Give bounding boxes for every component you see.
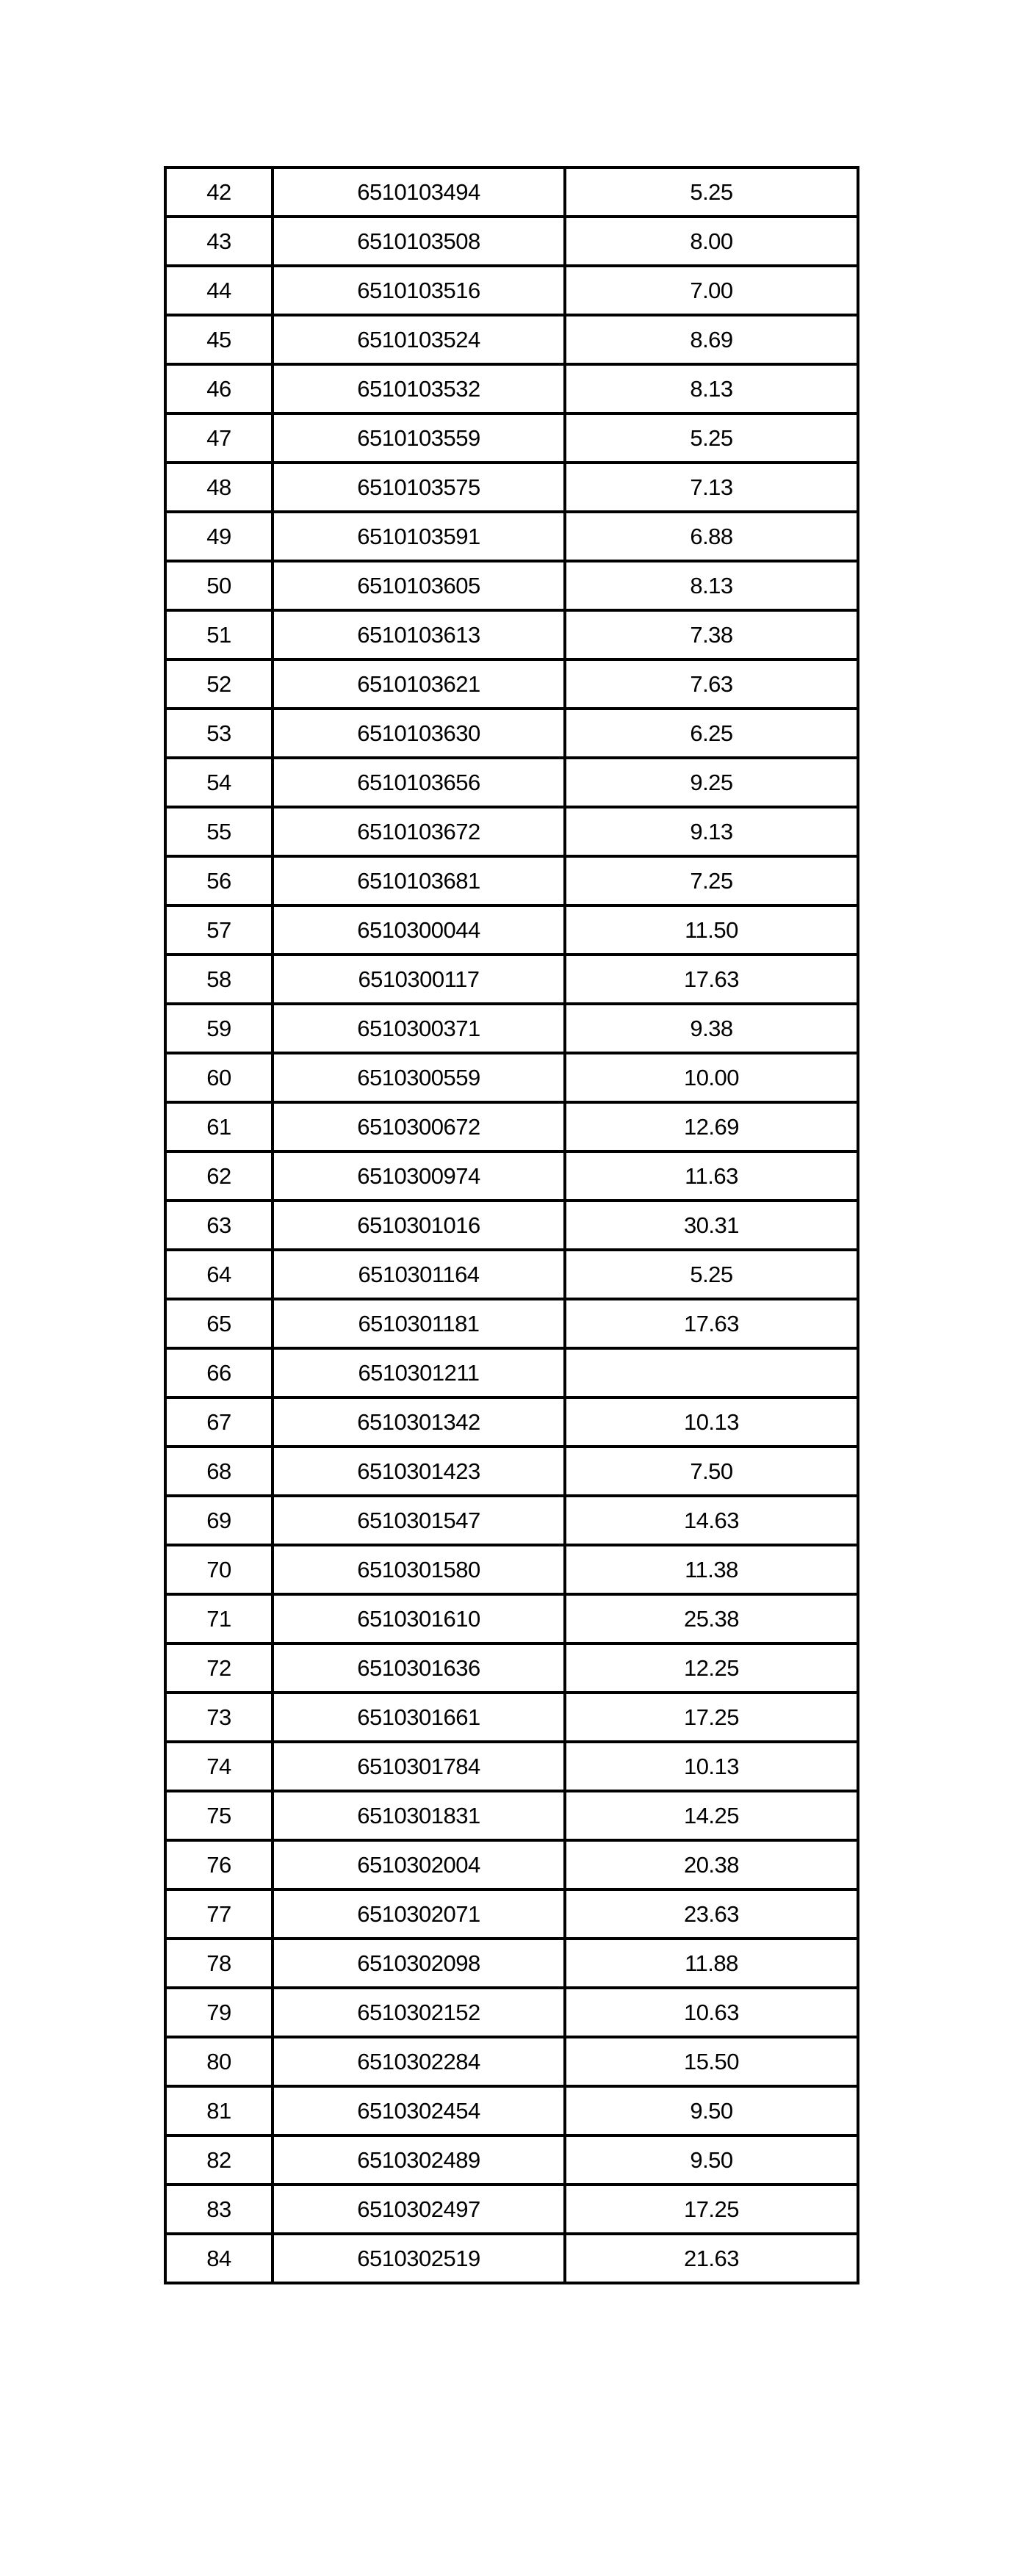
score-cell: 8.13 (565, 364, 858, 413)
row-number-cell: 63 (165, 1201, 273, 1250)
row-number-cell: 66 (165, 1348, 273, 1397)
row-number-cell: 50 (165, 561, 273, 610)
row-number-cell: 52 (165, 659, 273, 709)
student-id-cell: 6510301610 (273, 1594, 565, 1643)
row-number-cell: 49 (165, 512, 273, 561)
row-number-cell: 71 (165, 1594, 273, 1643)
score-cell: 11.63 (565, 1151, 858, 1201)
student-id-cell: 6510301423 (273, 1447, 565, 1496)
student-id-cell: 6510302152 (273, 1988, 565, 2037)
score-cell: 20.38 (565, 1840, 858, 1889)
table-row (165, 217, 858, 266)
table-row (165, 758, 858, 807)
student-id-cell: 6510103605 (273, 561, 565, 610)
row-number-cell: 58 (165, 955, 273, 1004)
row-number-cell: 54 (165, 758, 273, 807)
score-cell: 17.63 (565, 955, 858, 1004)
student-id-cell: 6510301547 (273, 1496, 565, 1545)
row-number-cell: 83 (165, 2185, 273, 2234)
student-id-cell: 6510302497 (273, 2185, 565, 2234)
table-row (165, 1840, 858, 1889)
row-number-cell: 42 (165, 167, 273, 217)
table-row (165, 1201, 858, 1250)
student-id-cell: 6510302098 (273, 1939, 565, 1988)
row-number-cell: 61 (165, 1102, 273, 1151)
row-number-cell: 81 (165, 2086, 273, 2135)
student-id-cell: 6510103524 (273, 315, 565, 364)
student-id-cell: 6510301181 (273, 1299, 565, 1348)
score-cell: 10.63 (565, 1988, 858, 2037)
row-number-cell: 45 (165, 315, 273, 364)
table-row (165, 2037, 858, 2086)
row-number-cell: 74 (165, 1742, 273, 1791)
row-number-cell: 51 (165, 610, 273, 659)
table-row (165, 709, 858, 758)
score-cell: 17.63 (565, 1299, 858, 1348)
student-id-cell: 6510302284 (273, 2037, 565, 2086)
table-row (165, 1053, 858, 1102)
student-id-cell: 6510300371 (273, 1004, 565, 1053)
table-row (165, 512, 858, 561)
student-id-cell: 6510302489 (273, 2135, 565, 2185)
row-number-cell: 80 (165, 2037, 273, 2086)
table-row (165, 266, 858, 315)
score-cell: 7.50 (565, 1447, 858, 1496)
row-number-cell: 78 (165, 1939, 273, 1988)
score-cell: 5.25 (565, 1250, 858, 1299)
student-id-cell: 6510103508 (273, 217, 565, 266)
score-cell: 7.63 (565, 659, 858, 709)
score-cell: 8.69 (565, 315, 858, 364)
student-id-cell: 6510301211 (273, 1348, 565, 1397)
row-number-cell: 56 (165, 856, 273, 905)
score-cell: 9.38 (565, 1004, 858, 1053)
score-cell: 12.25 (565, 1643, 858, 1693)
row-number-cell: 76 (165, 1840, 273, 1889)
score-cell: 6.88 (565, 512, 858, 561)
table-row (165, 1742, 858, 1791)
table-row (165, 1545, 858, 1594)
table-row (165, 167, 858, 217)
table-row (165, 1397, 858, 1447)
row-number-cell: 65 (165, 1299, 273, 1348)
score-table-body (165, 167, 858, 2283)
table-row (165, 463, 858, 512)
student-id-cell: 6510103656 (273, 758, 565, 807)
student-id-cell: 6510103613 (273, 610, 565, 659)
score-cell (565, 1348, 858, 1397)
student-id-cell: 6510302519 (273, 2234, 565, 2283)
table-row (165, 1004, 858, 1053)
table-row (165, 1643, 858, 1693)
table-row (165, 1102, 858, 1151)
score-cell: 9.13 (565, 807, 858, 856)
student-id-cell: 6510301164 (273, 1250, 565, 1299)
student-id-cell: 6510301831 (273, 1791, 565, 1840)
row-number-cell: 57 (165, 905, 273, 955)
student-id-cell: 6510302004 (273, 1840, 565, 1889)
row-number-cell: 84 (165, 2234, 273, 2283)
row-number-cell: 44 (165, 266, 273, 315)
row-number-cell: 70 (165, 1545, 273, 1594)
student-id-cell: 6510103559 (273, 413, 565, 463)
student-id-cell: 6510300117 (273, 955, 565, 1004)
row-number-cell: 69 (165, 1496, 273, 1545)
row-number-cell: 48 (165, 463, 273, 512)
student-id-cell: 6510103621 (273, 659, 565, 709)
row-number-cell: 77 (165, 1889, 273, 1939)
table-row (165, 2234, 858, 2283)
row-number-cell: 82 (165, 2135, 273, 2185)
score-table (164, 166, 859, 2284)
score-cell: 9.50 (565, 2135, 858, 2185)
student-id-cell: 6510103516 (273, 266, 565, 315)
table-row (165, 1250, 858, 1299)
row-number-cell: 60 (165, 1053, 273, 1102)
table-row (165, 856, 858, 905)
row-number-cell: 64 (165, 1250, 273, 1299)
student-id-cell: 6510301580 (273, 1545, 565, 1594)
student-id-cell: 6510301016 (273, 1201, 565, 1250)
table-row (165, 1693, 858, 1742)
table-row (165, 2185, 858, 2234)
student-id-cell: 6510300974 (273, 1151, 565, 1201)
table-row (165, 1939, 858, 1988)
score-cell: 12.69 (565, 1102, 858, 1151)
score-cell: 5.25 (565, 413, 858, 463)
row-number-cell: 73 (165, 1693, 273, 1742)
student-id-cell: 6510300044 (273, 905, 565, 955)
score-cell: 8.00 (565, 217, 858, 266)
score-cell: 30.31 (565, 1201, 858, 1250)
score-cell: 15.50 (565, 2037, 858, 2086)
score-cell: 8.13 (565, 561, 858, 610)
row-number-cell: 67 (165, 1397, 273, 1447)
row-number-cell: 79 (165, 1988, 273, 2037)
score-cell: 25.38 (565, 1594, 858, 1643)
score-cell: 21.63 (565, 2234, 858, 2283)
table-row (165, 1889, 858, 1939)
student-id-cell: 6510301661 (273, 1693, 565, 1742)
table-row (165, 2086, 858, 2135)
score-cell: 7.38 (565, 610, 858, 659)
row-number-cell: 55 (165, 807, 273, 856)
row-number-cell: 72 (165, 1643, 273, 1693)
table-row (165, 807, 858, 856)
score-cell: 17.25 (565, 2185, 858, 2234)
score-cell: 11.88 (565, 1939, 858, 1988)
score-cell: 9.50 (565, 2086, 858, 2135)
table-row (165, 905, 858, 955)
score-cell: 7.00 (565, 266, 858, 315)
row-number-cell: 43 (165, 217, 273, 266)
student-id-cell: 6510301342 (273, 1397, 565, 1447)
table-row (165, 1447, 858, 1496)
score-cell: 9.25 (565, 758, 858, 807)
table-row (165, 955, 858, 1004)
score-cell: 11.50 (565, 905, 858, 955)
student-id-cell: 6510103681 (273, 856, 565, 905)
score-cell: 5.25 (565, 167, 858, 217)
student-id-cell: 6510103494 (273, 167, 565, 217)
score-cell: 11.38 (565, 1545, 858, 1594)
student-id-cell: 6510301636 (273, 1643, 565, 1693)
table-row (165, 315, 858, 364)
row-number-cell: 46 (165, 364, 273, 413)
score-cell: 23.63 (565, 1889, 858, 1939)
student-id-cell: 6510103575 (273, 463, 565, 512)
table-row (165, 1594, 858, 1643)
student-id-cell: 6510103672 (273, 807, 565, 856)
score-cell: 7.13 (565, 463, 858, 512)
score-cell: 10.13 (565, 1742, 858, 1791)
table-row (165, 413, 858, 463)
table-row (165, 1791, 858, 1840)
score-cell: 17.25 (565, 1693, 858, 1742)
student-id-cell: 6510103532 (273, 364, 565, 413)
student-id-cell: 6510300672 (273, 1102, 565, 1151)
student-id-cell: 6510103630 (273, 709, 565, 758)
table-row (165, 561, 858, 610)
row-number-cell: 62 (165, 1151, 273, 1201)
score-cell: 14.25 (565, 1791, 858, 1840)
row-number-cell: 68 (165, 1447, 273, 1496)
table-row (165, 1348, 858, 1397)
row-number-cell: 59 (165, 1004, 273, 1053)
student-id-cell: 6510301784 (273, 1742, 565, 1791)
row-number-cell: 53 (165, 709, 273, 758)
table-row (165, 610, 858, 659)
score-cell: 7.25 (565, 856, 858, 905)
table-row (165, 364, 858, 413)
row-number-cell: 75 (165, 1791, 273, 1840)
table-row (165, 659, 858, 709)
score-cell: 10.13 (565, 1397, 858, 1447)
table-row (165, 1988, 858, 2037)
student-id-cell: 6510300559 (273, 1053, 565, 1102)
table-row (165, 1496, 858, 1545)
score-cell: 10.00 (565, 1053, 858, 1102)
table-row (165, 1299, 858, 1348)
student-id-cell: 6510302071 (273, 1889, 565, 1939)
student-id-cell: 6510103591 (273, 512, 565, 561)
row-number-cell: 47 (165, 413, 273, 463)
table-row (165, 1151, 858, 1201)
student-id-cell: 6510302454 (273, 2086, 565, 2135)
score-cell: 6.25 (565, 709, 858, 758)
score-cell: 14.63 (565, 1496, 858, 1545)
table-row (165, 2135, 858, 2185)
